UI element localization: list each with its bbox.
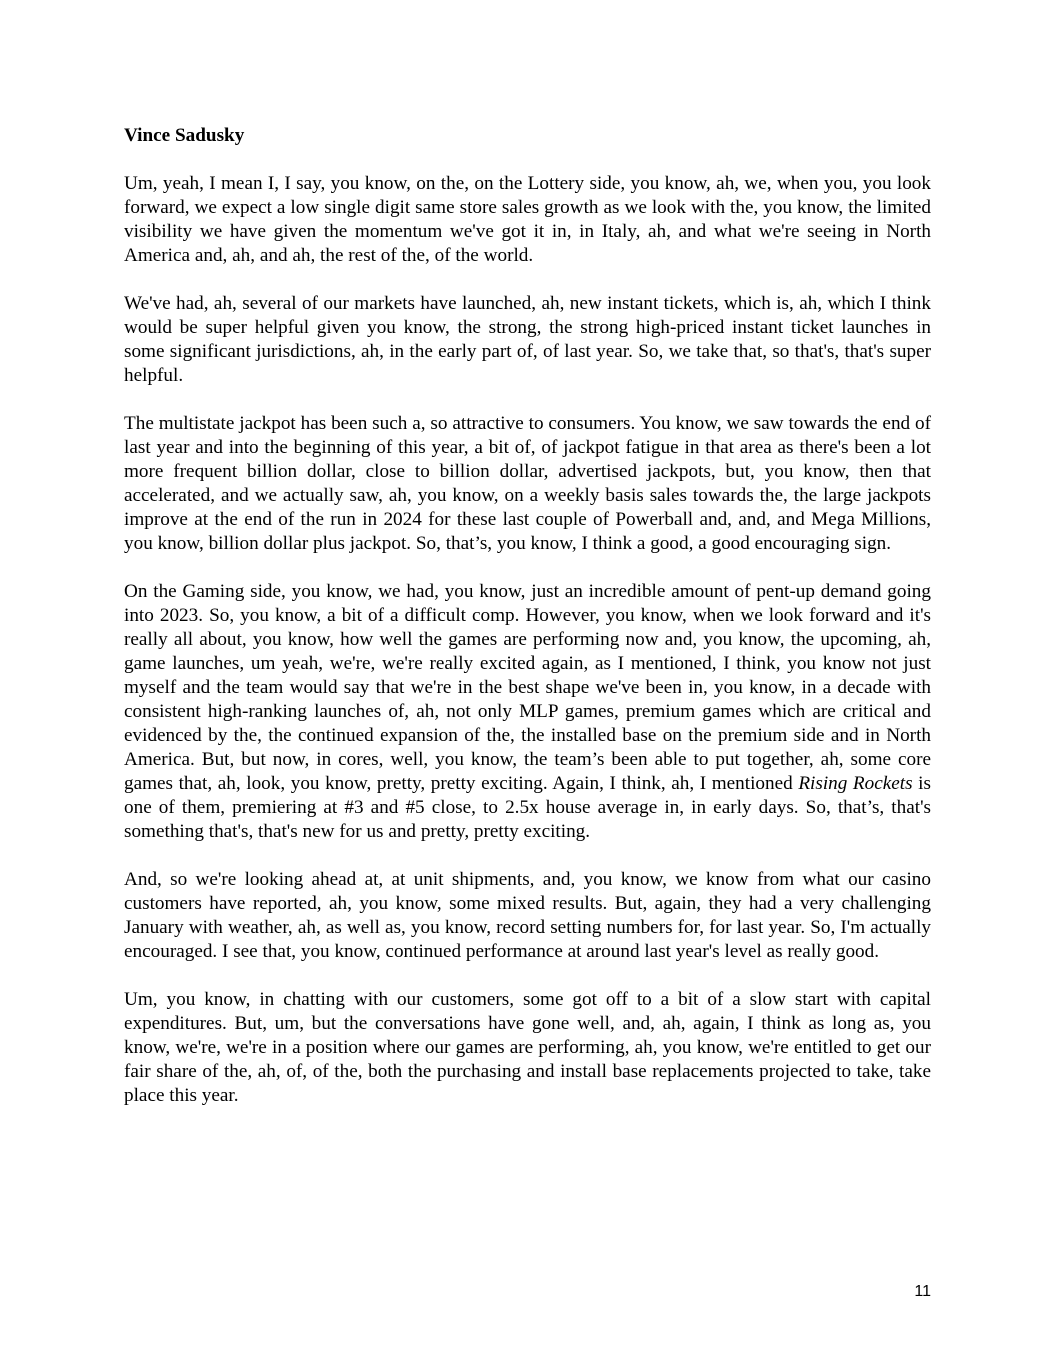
paragraph-instant-tickets: We've had, ah, several of our markets have launched, ah, new instant tickets, which is, ah, which I think would be super helpful given you know, the strong, the strong high-priced instant ticket launches in some significant jurisdictions, ah, in the early part of, of last year. So, we take that, so that's, that's super helpful. <box>124 293 931 386</box>
gaming-text-after-title: is one of them, premiering at #3 and #5 close, to 2.5x house average in, in early days. So, that’s, that's something that's, that's new for us and pretty, pretty exciting. <box>124 773 931 842</box>
paragraph-multistate-jackpot: The multistate jackpot has been such a, so attractive to consumers. You know, we saw towards the end of last year and into the beginning of this year, a bit of, of jackpot fatigue in that area as there's been a lot more frequent billion dollar, close to billion dollar, advertised jackpots, but, you know, then that accelerated, and we actually saw, ah, you know, on a weekly basis sales towards the, the large jackpots improve at the end of the run in 2024 for these last couple of Powerball and, and, and Mega Millions, you know, billion dollar plus jackpot. So, that’s, you know, I think a good, a good encouraging sign. <box>124 413 931 554</box>
paragraph-capital-expenditures: Um, you know, in chatting with our customers, some got off to a bit of a slow start with capital expenditures. But, um, but the conversations have gone well, and, ah, again, I think as long as, you know, we're, we're in a position where our games are performing, ah, you know, we're entitled to get our fair share of the, ah, of, of the, both the purchasing and install base replacements projected to take, take place this year. <box>124 989 931 1106</box>
paragraph-lottery-outlook: Um, yeah, I mean I, I say, you know, on the, on the Lottery side, you know, ah, we, when you, you look forward, we expect a low single digit same store sales growth as we look with the, you know, the limited visibility we have given the momentum we've got it in, in Italy, ah, and what we're seeing in North America and, ah, and ah, the rest of the, of the world. <box>124 173 931 266</box>
transcript-body <box>124 124 931 1108</box>
speaker-name: Vince Sadusky <box>124 125 245 146</box>
paragraph-gaming-side <box>124 580 931 844</box>
page-number: 11 <box>914 1283 931 1300</box>
gaming-text-before-title: On the Gaming side, you know, we had, you know, just an incredible amount of pent-up demand going into 2023. So, you know, a bit of a difficult comp. However, you know, when we look forward and it's really all about, you know, how well the games are performing now and, you know, the upcoming, ah, game launches, um yeah, we're, we're really excited again, as I mentioned, I think, you know not just myself and the team would say that we're in the best shape we've been in, you know, in a decade with consistent high-ranking launches of, ah, not only MLP games, premium games which are critical and evidenced by the, the continued expansion of the, the installed base on the premium side and in North America. But, but now, in cores, well, you know, the team’s been able to put together, ah, some core games that, ah, look, you know, pretty, pretty exciting. Again, I think, ah, I mentioned <box>124 581 931 794</box>
game-title-rising-rockets: Rising Rockets <box>798 773 913 794</box>
paragraph-unit-shipments: And, so we're looking ahead at, at unit shipments, and, you know, we know from what our casino customers have reported, ah, you know, some mixed results. But, again, they had a very challenging January with weather, ah, as well as, you know, record setting numbers for, for last year. So, I'm actually encouraged. I see that, you know, continued performance at around last year's level as really good. <box>124 869 931 962</box>
